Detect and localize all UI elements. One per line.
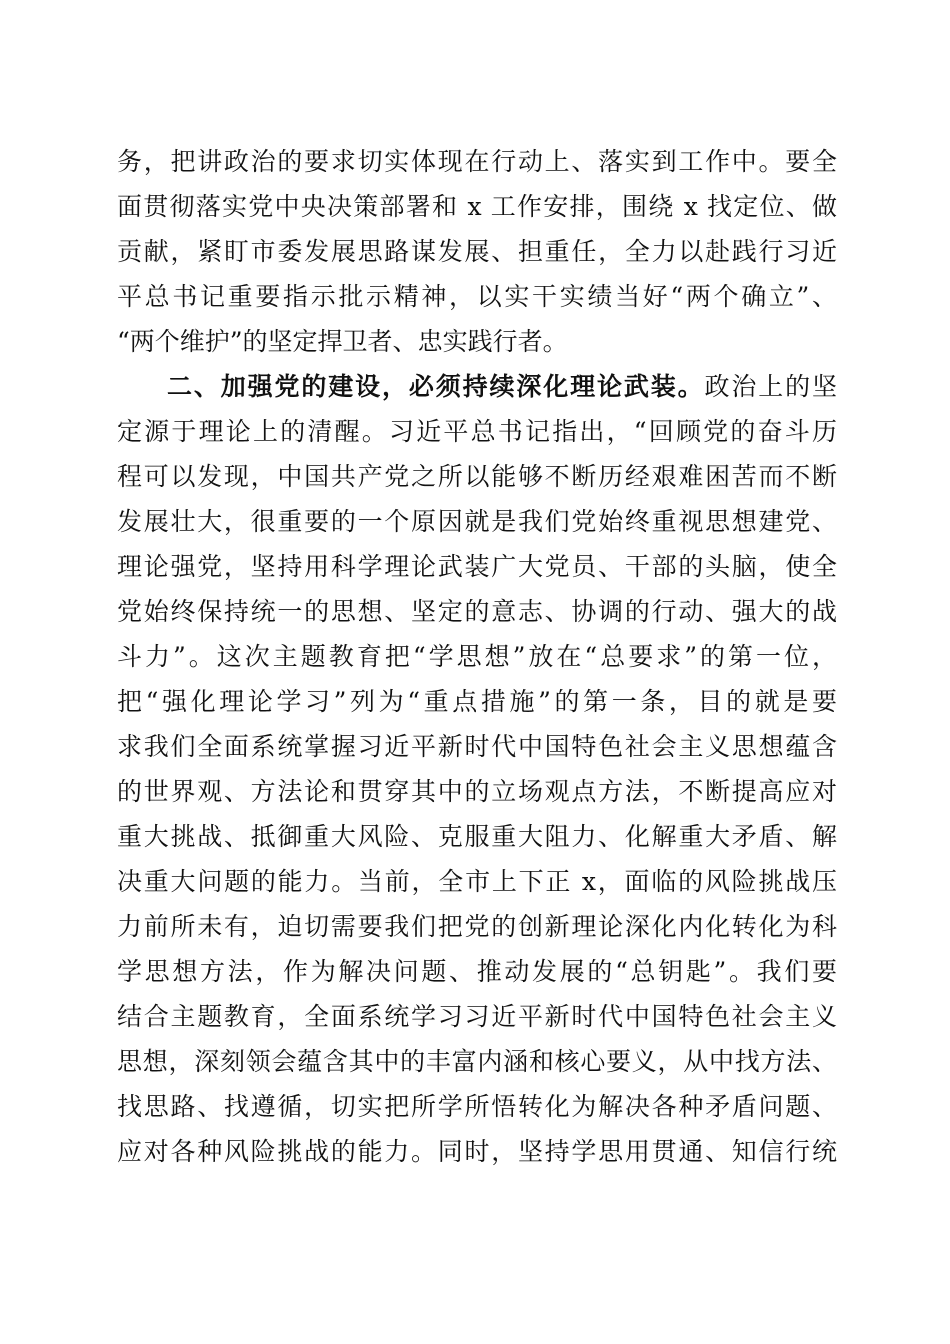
text-line: 平总书记重要指示批示精神，以实干实绩当好“两个确立”、 (117, 282, 837, 311)
text-line: “两个维护”的坚定捍卫者、忠实践行者。 (117, 327, 568, 356)
text-line: 重大挑战、抵御重大风险、克服重大阻力、化解重大矛盾、解 (117, 822, 837, 851)
text-line: 发展壮大，很重要的一个原因就是我们党始终重视思想建党、 (117, 507, 837, 536)
text-line: 斗力”。这次主题教育把“学思想”放在“总要求”的第一位， (117, 642, 837, 671)
text-line: 程可以发现，中国共产党之所以能够不断历经艰难困苦而不断 (117, 462, 837, 491)
paragraph-continuation (117, 139, 837, 364)
text-line: 求我们全面系统掌握习近平新时代中国特色社会主义思想蕴含 (117, 732, 837, 761)
text-line: 把“强化理论学习”列为“重点措施”的第一条，目的就是要 (117, 687, 837, 716)
document-body (117, 139, 837, 1174)
text-line: 力前所未有，迫切需要我们把党的创新理论深化内化转化为科 (117, 912, 837, 941)
text-line: 党始终保持统一的思想、坚定的意志、协调的行动、强大的战 (117, 597, 837, 626)
paragraph-section-two (117, 364, 837, 1174)
text-line: 结合主题教育，全面系统学习习近平新时代中国特色社会主义 (117, 1002, 837, 1031)
text-line: 决重大问题的能力。当前，全市上下正 x，面临的风险挑战压 (117, 867, 837, 896)
section-heading: 二、加强党的建设，必须持续深化理论武装。 (167, 372, 705, 401)
text-line: 应对各种风险挑战的能力。同时，坚持学思用贯通、知信行统 (117, 1137, 837, 1166)
section-heading-line (117, 364, 837, 409)
text-line: 思想，深刻领会蕴含其中的丰富内涵和核心要义，从中找方法、 (117, 1047, 837, 1076)
text-line: 面贯彻落实党中央决策部署和 x 工作安排，围绕 x 找定位、做 (117, 192, 837, 221)
text-line: 务，把讲政治的要求切实体现在行动上、落实到工作中。要全 (117, 147, 837, 176)
text-line: 的世界观、方法论和贯穿其中的立场观点方法，不断提高应对 (117, 777, 837, 806)
heading-line-rest: 政治上的坚 (704, 372, 837, 401)
text-line: 找思路、找遵循，切实把所学所悟转化为解决各种矛盾问题、 (117, 1092, 837, 1121)
text-line: 学思想方法，作为解决问题、推动发展的“总钥匙”。我们要 (117, 957, 837, 986)
text-line: 定源于理论上的清醒。习近平总书记指出，“回顾党的奋斗历 (117, 417, 837, 446)
text-line: 理论强党，坚持用科学理论武装广大党员、干部的头脑，使全 (117, 552, 837, 581)
text-line: 贡献，紧盯市委发展思路谋发展、担重任，全力以赴践行习近 (117, 237, 837, 266)
